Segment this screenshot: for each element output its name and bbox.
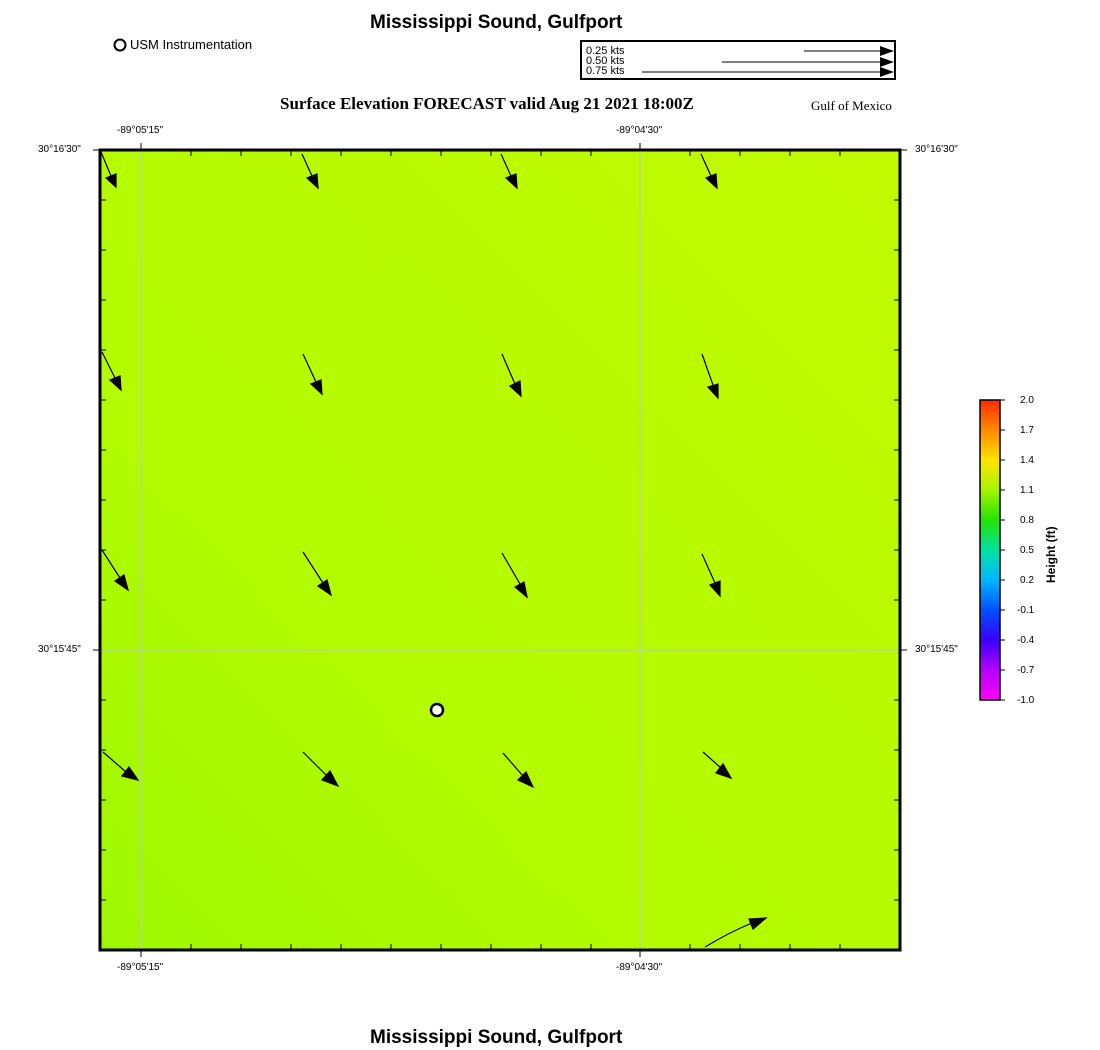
colorbar-tick-label: 0.5 — [1020, 545, 1034, 556]
lon-label-top-1: -89°05'15" — [117, 125, 164, 136]
colorbar-title: Height (ft) — [1044, 526, 1058, 583]
scale-label-050: 0.50 kts — [586, 55, 625, 67]
colorbar-tick-label: -0.1 — [1017, 605, 1035, 616]
colorbar-gradient — [980, 400, 1000, 700]
scale-label-025: 0.25 kts — [586, 45, 625, 57]
lon-label-top-2: -89°04'30" — [616, 125, 663, 136]
colorbar-tick-label: 0.8 — [1020, 515, 1034, 526]
lon-label-bottom-2: -89°04'30" — [616, 962, 663, 973]
scale-label-075: 0.75 kts — [586, 65, 625, 77]
station-marker-icon — [431, 704, 443, 716]
lat-label-left-2: 30°15'45" — [38, 644, 81, 655]
colorbar-tick-label: -0.7 — [1017, 665, 1035, 676]
lon-label-bottom-1: -89°05'15" — [117, 962, 164, 973]
forecast-subtitle: Surface Elevation FORECAST valid Aug 21 2021 18:00Z — [280, 94, 694, 113]
map-title: Mississippi Sound, Gulfport — [370, 12, 623, 33]
colorbar-tick-label: 1.1 — [1020, 485, 1034, 496]
colorbar-tick-label: 1.4 — [1020, 455, 1034, 466]
region-label: Gulf of Mexico — [811, 98, 892, 113]
lat-label-right-2: 30°15'45" — [915, 644, 958, 655]
colorbar-tick-label: 0.2 — [1020, 575, 1034, 586]
colorbar — [976, 396, 1046, 708]
colorbar-tick-label: 1.7 — [1020, 425, 1034, 436]
footer-title: Mississippi Sound, Gulfport — [370, 1027, 623, 1048]
elevation-field — [100, 150, 900, 950]
colorbar-tick-label: 2.0 — [1020, 395, 1034, 406]
lat-label-left-1: 30°16'30" — [38, 144, 81, 155]
colorbar-tick-label: -0.4 — [1017, 635, 1035, 646]
station-legend-label: USM Instrumentation — [130, 37, 253, 52]
lat-label-right-1: 30°16'30" — [915, 144, 958, 155]
colorbar-tick-label: -1.0 — [1017, 695, 1035, 706]
